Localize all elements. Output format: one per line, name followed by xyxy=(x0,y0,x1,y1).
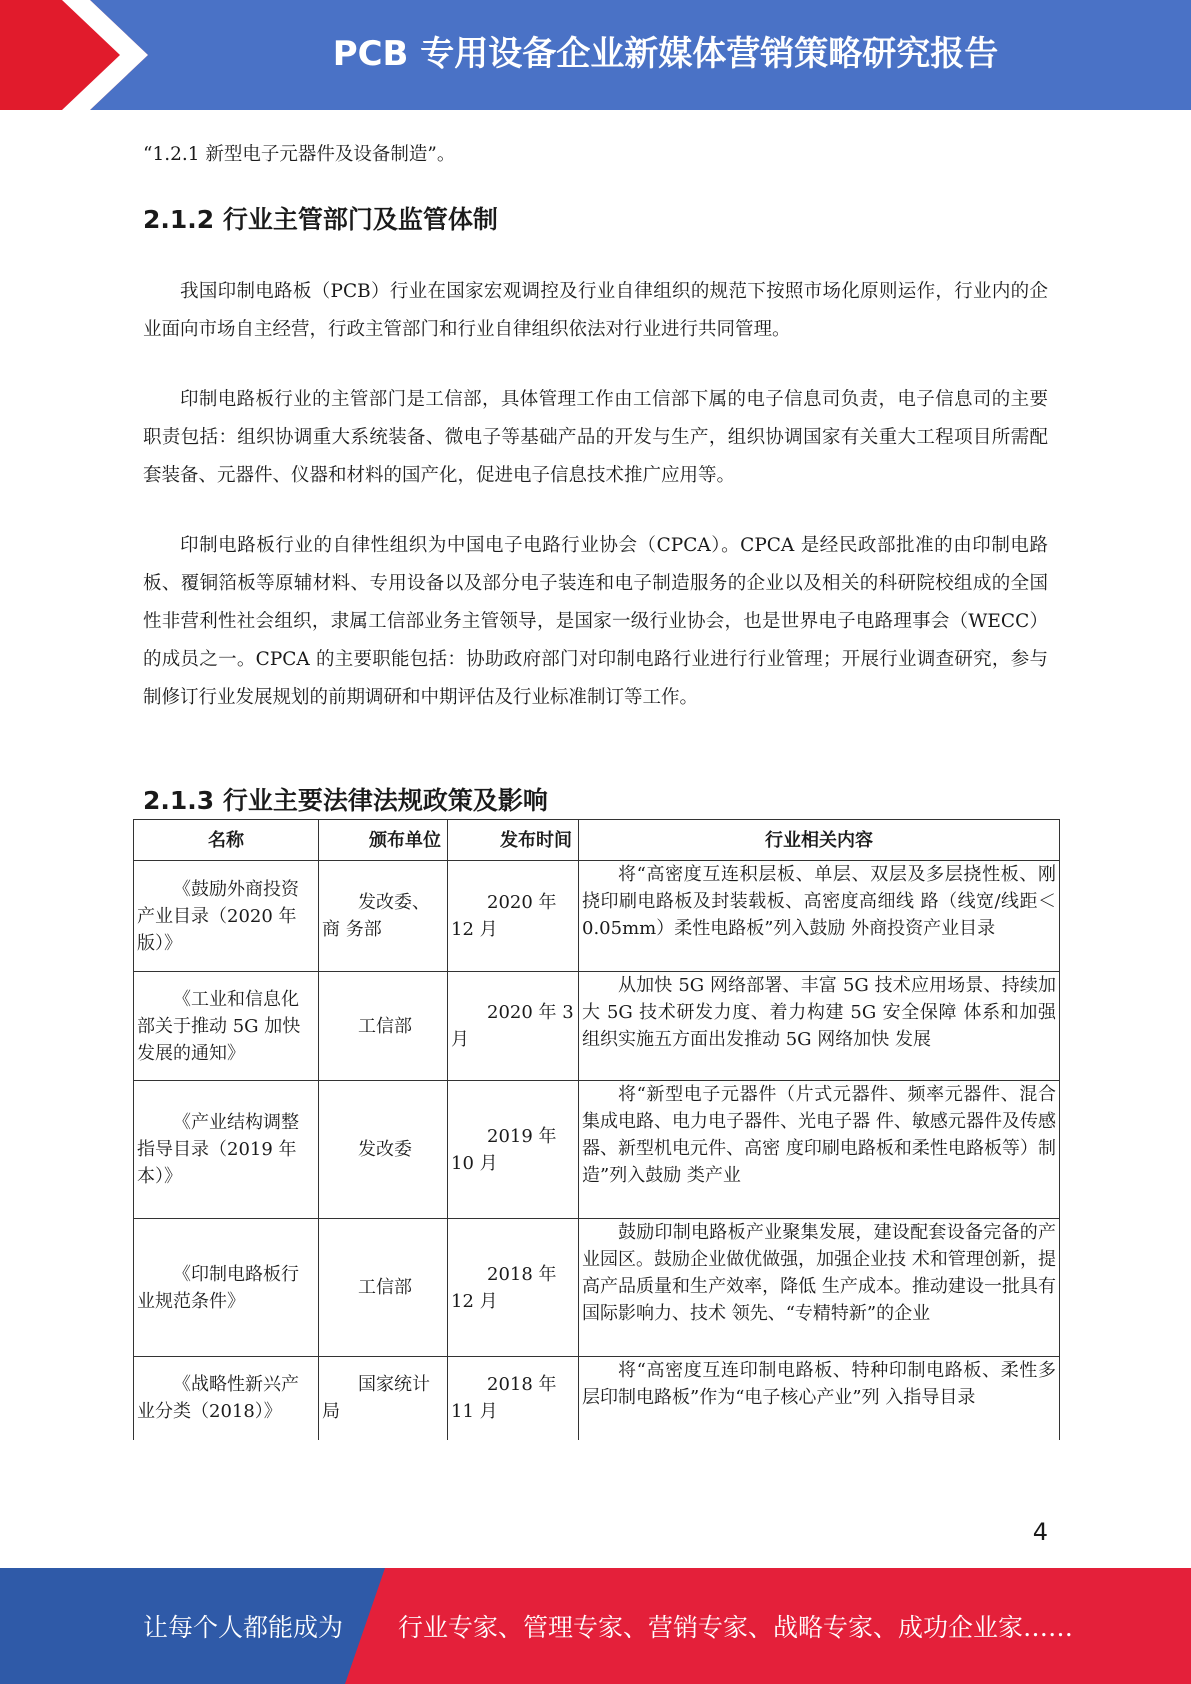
cell-date: 2018 年 11 月 xyxy=(448,1357,579,1440)
cell-name: 《战略性新兴产业分类（2018）》 xyxy=(134,1357,319,1440)
intro-line: “1.2.1 新型电子元器件及设备制造”。 xyxy=(143,144,456,165)
cell-date: 2020 年 3 月 xyxy=(448,972,579,1081)
header-title: PCB 专用设备企业新媒体营销策略研究报告 xyxy=(332,34,999,74)
footer-slogan-left: 让每个人都能成为 xyxy=(143,1613,344,1642)
cell-name: 《工业和信息化部关于推动 5G 加快发展的通知》 xyxy=(134,972,319,1081)
policy-table xyxy=(133,819,1060,1440)
cell-date: 2018 年 12 月 xyxy=(448,1219,579,1357)
cell-org: 国家统计局 xyxy=(319,1357,448,1440)
cell-content: 将“高密度互连积层板、单层、双层及多层挠性板、刚挠印刷电路板及封装载板、高密度高细线 路（线宽/线距＜0.05mm）柔性电路板”列入鼓励 外商投资产业目录 xyxy=(579,861,1060,972)
table-row xyxy=(134,1081,1060,1219)
cell-content: 将“新型电子元器件（片式元器件、频率元器件、混合集成电路、电力电子器件、光电子器 件、敏感元器件及传感器、新型机电元件、高密 度印刷电路板和柔性电路板等）制造”列入鼓励 类产业 xyxy=(579,1081,1060,1219)
cell-content: 鼓励印制电路板产业聚集发展，建设配套设备完备的产业园区。鼓励企业做优做强，加强企业技 术和管理创新，提高产品质量和生产效率，降低 生产成本。推动建设一批具有国际影响力、技术 领先、“专精特新”的企业 xyxy=(579,1219,1060,1357)
cell-org: 工信部 xyxy=(319,972,448,1081)
cell-content: 将“高密度互连印制电路板、特种印制电路板、柔性多层印制电路板”作为“电子核心产业”列 入指导目录 xyxy=(579,1357,1060,1440)
footer-slogan-right: 行业专家、管理专家、营销专家、战略专家、成功企业家…… xyxy=(398,1613,1074,1642)
cell-name: 《鼓励外商投资产业目录（2020 年版）》 xyxy=(134,861,319,972)
table-row xyxy=(134,861,1060,972)
col-header-org: 颁布单位 xyxy=(319,820,448,861)
paragraph-2: 印制电路板行业的主管部门是工信部，具体管理工作由工信部下属的电子信息司负责，电子信息司的主要职责包括：组织协调重大系统装备、微电子等基础产品的开发与生产，组织协调国家有关重大工程项目所需配套装备、元器件、仪器和材料的国产化，促进电子信息技术推广应用等。 xyxy=(143,389,1048,486)
page-header xyxy=(0,0,1191,110)
table-row xyxy=(134,1357,1060,1440)
section-heading-2-1-3: 2.1.3 行业主要法律法规政策及影响 xyxy=(143,786,548,815)
page-number: 4 xyxy=(1032,1518,1048,1546)
cell-content: 从加快 5G 网络部署、丰富 5G 技术应用场景、持续加大 5G 技术研发力度、着力构建 5G 安全保障 体系和加强组织实施五方面出发推动 5G 网络加快 发展 xyxy=(579,972,1060,1081)
paragraph-3: 印制电路板行业的自律性组织为中国电子电路行业协会（CPCA）。CPCA 是经民政部批准的由印制电路板、覆铜箔板等原辅材料、专用设备以及部分电子装连和电子制造服务的企业以及相关的科研院校组成的全国性非营利性社会组织，隶属工信部业务主管领导，是国家一级行业协会，也是世界电子电路理事会（WECC）的成员之一。CPCA 的主要职能包括：协助政府部门对印制电路行业进行行业管理；开展行业调查研究，参与制修订行业发展规划的前期调研和中期评估及行业标准制订等工作。 xyxy=(143,535,1048,708)
table-row xyxy=(134,972,1060,1081)
cell-name: 《印制电路板行业规范条件》 xyxy=(134,1219,319,1357)
cell-org: 发改委 xyxy=(319,1081,448,1219)
table-header-row xyxy=(134,820,1060,861)
col-header-name: 名称 xyxy=(134,820,319,861)
cell-date: 2020 年 12 月 xyxy=(448,861,579,972)
cell-date: 2019 年 10 月 xyxy=(448,1081,579,1219)
section-heading-2-1-2: 2.1.2 行业主管部门及监管体制 xyxy=(143,205,498,234)
table-row xyxy=(134,1219,1060,1357)
cell-name: 《产业结构调整指导目录（2019 年本）》 xyxy=(134,1081,319,1219)
cell-org: 发改委、商 务部 xyxy=(319,861,448,972)
header-arrow-decoration xyxy=(0,0,150,110)
col-header-date: 发布时间 xyxy=(448,820,579,861)
paragraph-1: 我国印制电路板（PCB）行业在国家宏观调控及行业自律组织的规范下按照市场化原则运作，行业内的企业面向市场自主经营，行政主管部门和行业自律组织依法对行业进行共同管理。 xyxy=(143,281,1048,340)
col-header-content: 行业相关内容 xyxy=(579,820,1060,861)
cell-org: 工信部 xyxy=(319,1219,448,1357)
